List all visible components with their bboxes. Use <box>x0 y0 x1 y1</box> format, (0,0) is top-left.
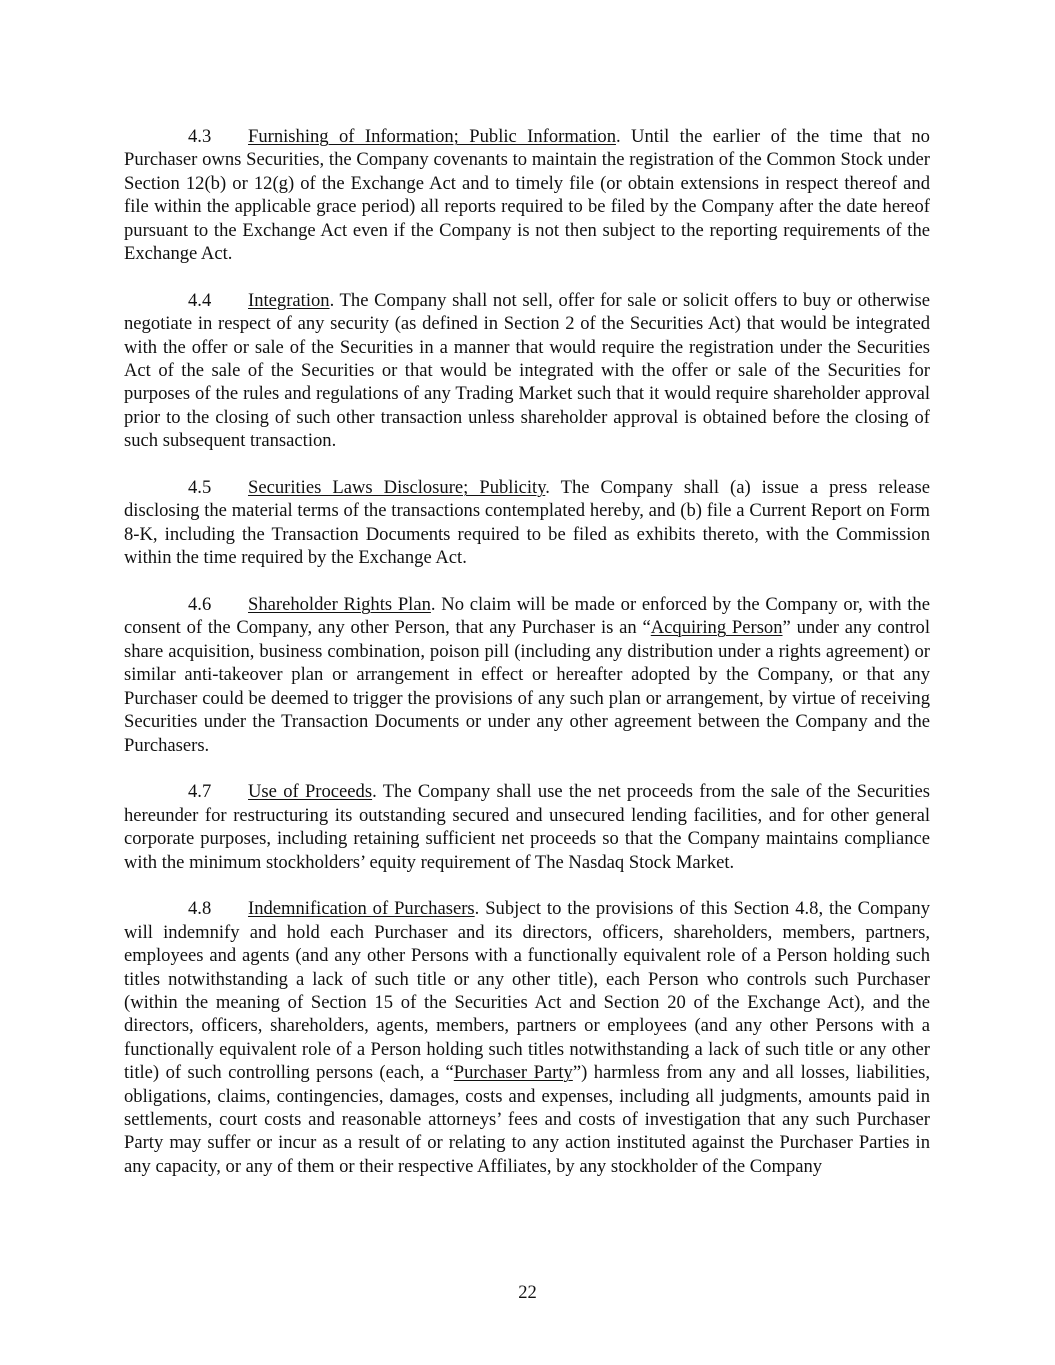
section-4-3 <box>124 125 930 265</box>
section-text: . The Company shall (a) issue a press release disclosing the material terms of the transactions contemplated hereby, and (b) file a Current Report on Form 8-K, including the Transaction Documents required to be filed as exhibits thereto, with the Commission within the time required by the Exchange Act. <box>124 477 930 569</box>
document-page <box>124 125 930 1202</box>
section-text: . Until the earlier of the time that no Purchaser owns Securities, the Company covenants to maintain the registration of the Common Stock under Section 12(b) or 12(g) of the Exchange Act and to timely file (or obtain extensions in respect thereof and file within the applicable grace period) all reports required to be filed by the Company after the date hereof pursuant to the Exchange Act even if the Company is not then subject to the reporting requirements of the Exchange Act. <box>124 126 930 265</box>
section-text: . Subject to the provisions of this Section 4.8, the Company will indemnify and hold each Purchaser and its directors, officers, shareholders, members, partners, employees and agents (and any other Persons with a functionally equivalent role of a Person holding such titles notwithstanding a lack of such title or any other title), each Person who controls such Purchaser (within the meaning of Section 15 of the Securities Act and Section 20 of the Exchange Act), and the directors, officers, shareholders, agents, members, partners or employees (and any other Persons with a functionally equivalent role of a Person holding such titles notwithstanding a lack of such title or any other title) of such controlling persons (each, a “ <box>124 898 930 1084</box>
section-number: 4.6 <box>188 594 212 616</box>
section-text-continued: ”) harmless from any and all losses, liabilities, obligations, claims, contingencies, damages, costs and expenses, including all judgments, amounts paid in settlements, court costs and reasonable attorneys’ fees and costs of investigation that any such Purchaser Party may suffer or incur as a result of or relating to any action instituted against the Purchaser Parties in any capacity, or any of them or their respective Affiliates, by any stockholder of the Company <box>124 1062 931 1177</box>
section-number: 4.7 <box>188 781 212 803</box>
section-4-6 <box>124 593 930 757</box>
section-heading: Shareholder Rights Plan <box>248 594 431 616</box>
defined-term: Purchaser Party <box>453 1062 573 1084</box>
section-number: 4.8 <box>188 898 212 920</box>
section-text: . No claim will be made or enforced by the Company or, with the consent of the Company, any other Person, that any Purchaser is an “ <box>124 594 930 639</box>
section-number: 4.3 <box>188 126 212 147</box>
section-heading: Securities Laws Disclosure; Publicity <box>248 477 546 499</box>
section-heading: Integration <box>248 289 330 311</box>
section-heading: Furnishing of Information; Public Information <box>248 126 616 147</box>
section-heading: Use of Proceeds <box>248 781 373 803</box>
section-heading: Indemnification of Purchasers <box>248 898 475 920</box>
defined-term: Acquiring Person <box>650 617 783 639</box>
section-4-5 <box>124 476 930 570</box>
section-4-4 <box>124 289 930 453</box>
section-text-continued: ” under any control share acquisition, business combination, poison pill (including any distribution under a rights agreement) or similar anti-takeover plan or arrangement in effect or hereafter adopted by the Company, or that any Purchaser could be deemed to trigger the provisions of any such plan or arrangement, by virtue of receiving Securities under the Transaction Documents or under any other agreement between the Company and the Purchasers. <box>124 617 930 756</box>
page-number: 22 <box>518 1282 537 1303</box>
section-number: 4.4 <box>188 289 212 311</box>
section-text: . The Company shall not sell, offer for sale or solicit offers to buy or otherwise negotiate in respect of any security (as defined in Section 2 of the Securities Act) that would be integrated with the offer or sale of the Securities in a manner that would require the registration under the Securities Act of the sale of the Securities or that would be integrated with the offer or sale of the Securities for purposes of the rules and regulations of any Trading Market such that it would require shareholder approval prior to the closing of such other transaction unless shareholder approval is obtained before the closing of such subsequent transaction. <box>124 289 930 452</box>
section-4-7 <box>124 780 930 874</box>
section-text: . The Company shall use the net proceeds from the sale of the Securities hereunder for restructuring its outstanding secured and unsecured lending facilities, and for other general corporate purposes, including retaining sufficient net proceeds so that the Company maintains compliance with the minimum stockholders’ equity requirement of The Nasdaq Stock Market. <box>124 781 930 873</box>
section-number: 4.5 <box>188 477 212 499</box>
section-4-8 <box>124 897 930 1178</box>
